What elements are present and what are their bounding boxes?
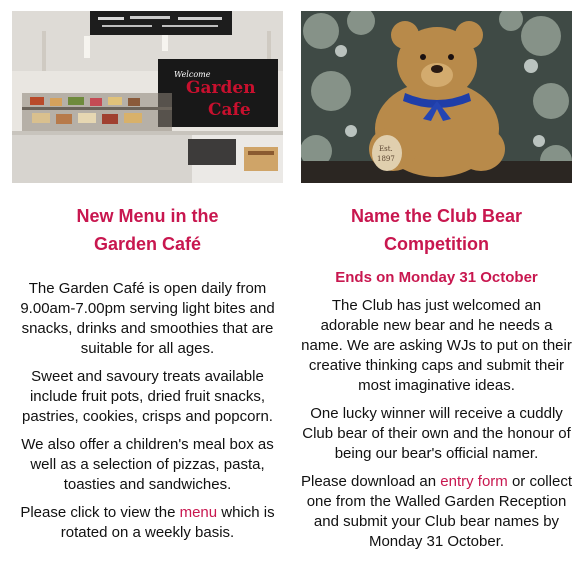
- menu-text-after: which is rotated on a weekly basis.: [60, 504, 275, 541]
- cafe-photo: [12, 11, 283, 183]
- bear-title: [301, 202, 572, 258]
- sign-garden: Garden: [186, 78, 256, 98]
- cafe-title-line2: Garden Café: [93, 234, 202, 254]
- sign-cafe: Cafe: [208, 100, 251, 120]
- paw-text-year: 1897: [377, 155, 395, 163]
- cafe-article: [12, 11, 283, 543]
- entry-text-before: Please download an: [301, 473, 441, 490]
- competition-deadline: Ends on Monday 31 October: [335, 269, 538, 286]
- bear-photo: [301, 11, 572, 183]
- bear-paragraph-intro: The Club has just welcomed an adorable new bear and he needs a name. We are asking WJs to put on their creative thinking caps and submit their most imaginative ideas.: [301, 297, 572, 394]
- cafe-title: [12, 202, 283, 258]
- bear-paragraph-entry: [301, 472, 572, 552]
- paw-text-est: Est.: [379, 145, 393, 153]
- cafe-paragraph-hours: The Garden Café is open daily from 9.00am-7.00pm serving light bites and snacks, drinks and smoothies that are suitable for all ages.: [20, 280, 275, 357]
- bear-title-line1: Name the Club Bear: [350, 206, 523, 226]
- sign-welcome: Welcome: [174, 70, 211, 79]
- bear-article: [301, 11, 572, 552]
- cafe-paragraph-menu: [12, 503, 283, 543]
- bear-title-line2: Competition: [384, 234, 489, 254]
- entry-text-after: or collect one from the Walled Garden Reception and submit your Club bear names by Monday 31 October.: [306, 473, 572, 550]
- menu-text-before: Please click to view the: [20, 504, 180, 521]
- cafe-paragraph-treats: Sweet and savoury treats available include fruit pots, dried fruit snacks, pastries, cookies, crisps and popcorn.: [22, 368, 273, 425]
- bear-paragraph-prize: One lucky winner will receive a cuddly Club bear of their own and the honour of being our bear's official namer.: [302, 405, 571, 462]
- entry-form-link[interactable]: entry form: [440, 473, 508, 490]
- cafe-paragraph-meals: We also offer a children's meal box as well as a selection of pizzas, pasta, toasties and sandwiches.: [21, 436, 274, 493]
- cafe-title-line1: New Menu in the: [76, 206, 219, 226]
- menu-link[interactable]: menu: [179, 504, 218, 521]
